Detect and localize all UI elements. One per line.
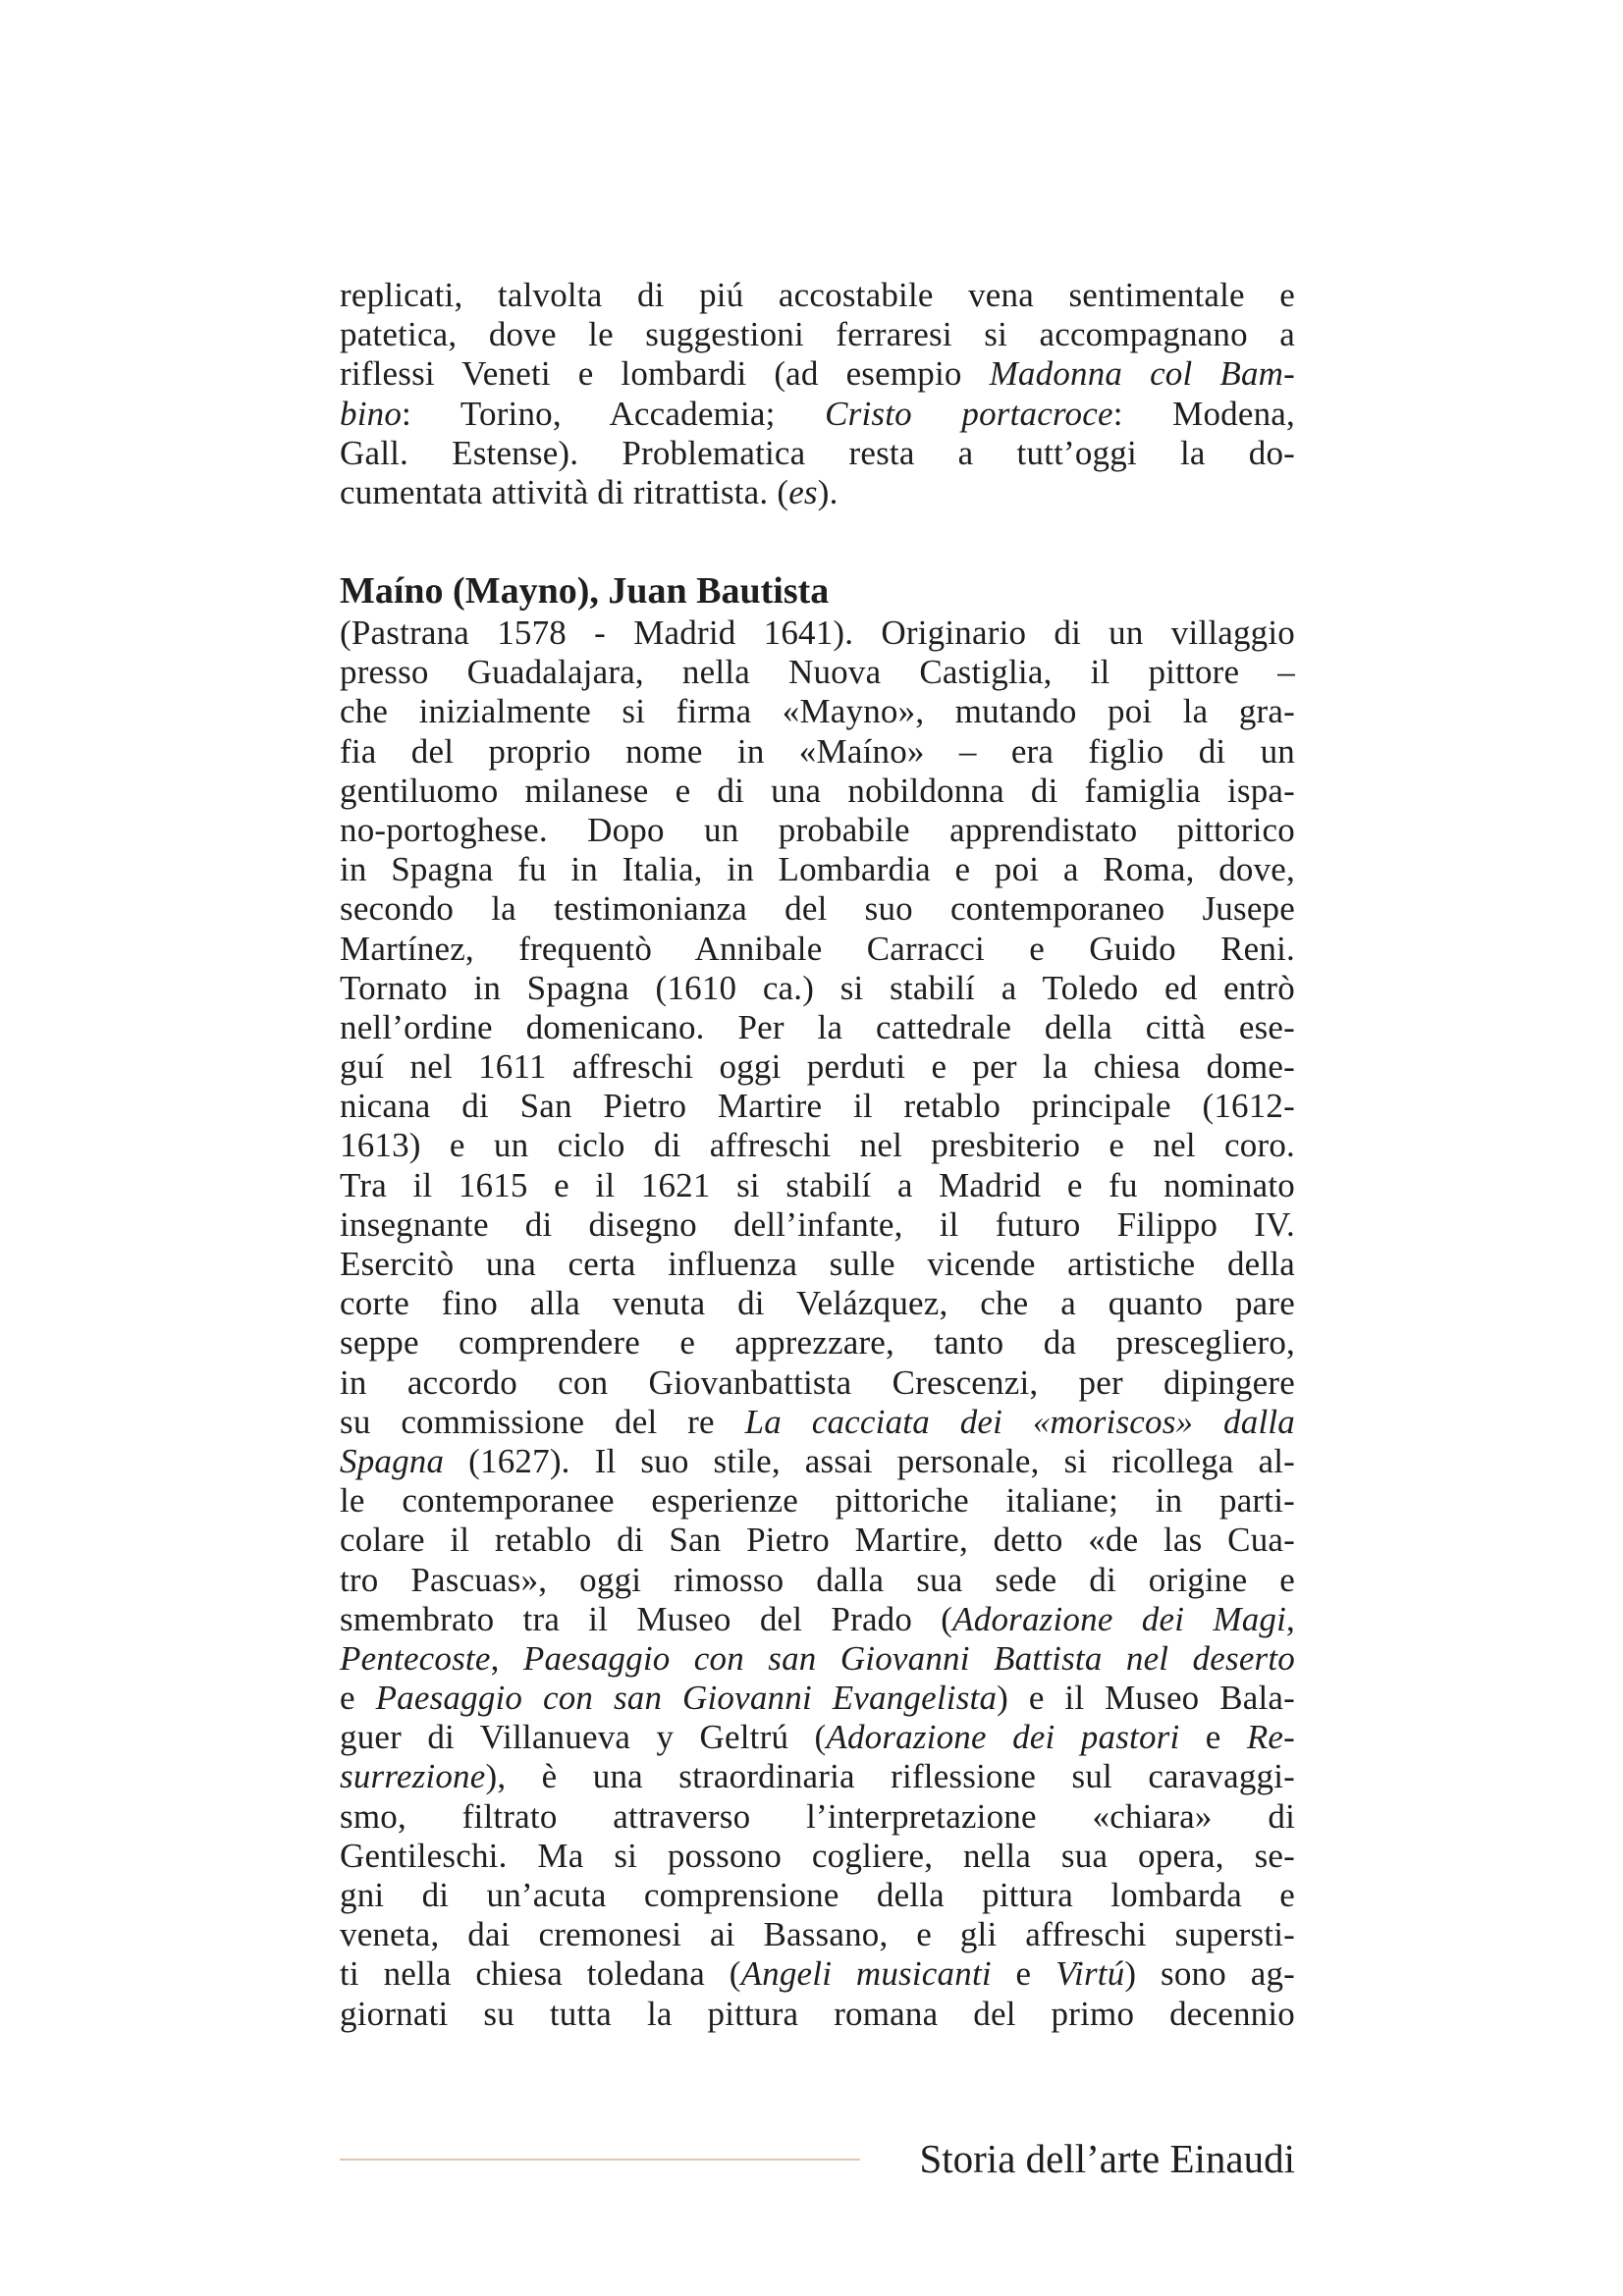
italic-title: Adorazione dei pastori — [826, 1718, 1180, 1757]
text-run: gentiluomo milanese e di una nobildonna di famiglia ispa- — [340, 771, 1295, 810]
text-line — [340, 1245, 1295, 1284]
text-run: e — [340, 1679, 376, 1718]
text-run: presso Guadalajara, nella Nuova Castiglia, il pittore – — [340, 653, 1295, 692]
italic-title: Re- — [1246, 1718, 1295, 1757]
text-run: nell’ordine domenicano. Per la cattedrale della città ese- — [340, 1007, 1295, 1046]
text-run: : Torino, Accademia; — [402, 394, 826, 433]
italic-title: Adorazione dei Magi — [952, 1599, 1287, 1638]
text-line — [340, 1876, 1295, 1915]
text-line — [340, 1126, 1295, 1165]
footer-publisher: Storia dell’arte Einaudi — [919, 2136, 1295, 2181]
text-run: Gall. Estense). Problematica resta a tutt’oggi la do- — [340, 433, 1295, 472]
text-line — [340, 1837, 1295, 1876]
text-line — [340, 1008, 1295, 1047]
text-line — [340, 1954, 1295, 1994]
text-line — [340, 1403, 1295, 1442]
text-run: 1613) e un ciclo di affreschi nel presbiterio e nel coro. — [340, 1126, 1295, 1165]
text-run: in Spagna fu in Italia, in Lombardia e poi a Roma, dove, — [340, 850, 1295, 889]
text-run: no-portoghese. Dopo un probabile apprendistato pittorico — [340, 810, 1295, 849]
italic-title: es — [788, 472, 818, 511]
text-line — [340, 1915, 1295, 1954]
text-line — [340, 1679, 1295, 1718]
text-line — [340, 1284, 1295, 1323]
text-line — [340, 692, 1295, 731]
text-run: giornati su tutta la pittura romana del primo decennio — [340, 1994, 1295, 2033]
text-run: tro Pascuas», oggi rimosso dalla sua sede di origine e — [340, 1560, 1295, 1599]
text-line — [340, 1797, 1295, 1837]
text-line — [340, 434, 1295, 473]
text-run: Tra il 1615 e il 1621 si stabilí a Madrid e fu nominato — [340, 1165, 1295, 1204]
text-run: : Modena, — [1112, 394, 1295, 433]
text-line — [340, 276, 1295, 315]
text-run: ) e il Museo Bala- — [997, 1679, 1296, 1718]
text-run: (Pastrana 1578 - Madrid 1641). Originario di un villaggio — [340, 614, 1295, 652]
text-run: nicana di San Pietro Martire il retablo principale (1612- — [340, 1087, 1295, 1126]
italic-title: Paesaggio con san Giovanni Battista nel deserto — [522, 1638, 1295, 1678]
text-line — [340, 1087, 1295, 1126]
text-run: su commissione del re — [340, 1402, 745, 1441]
text-run: le contemporanee esperienze pittoriche italiane; in parti- — [340, 1481, 1295, 1521]
text-line — [340, 1323, 1295, 1362]
text-run: ti nella chiesa toledana ( — [340, 1954, 741, 1994]
text-line — [340, 1995, 1295, 2034]
text-line — [340, 1481, 1295, 1521]
italic-title: surrezione — [340, 1757, 486, 1796]
entry-heading: Maíno (Mayno), Juan Bautista — [340, 570, 830, 612]
text-run: cumentata attività di ritrattista. ( — [340, 472, 789, 511]
text-run: , — [1286, 1599, 1295, 1638]
italic-title: Madonna col Bam- — [989, 354, 1295, 394]
text-run: colare il retablo di San Pietro Martire, detto «de las Cua- — [340, 1521, 1295, 1560]
text-line — [340, 1561, 1295, 1600]
text-run: ) sono ag- — [1124, 1954, 1296, 1994]
text-run: , — [490, 1638, 523, 1678]
text-line — [340, 1521, 1295, 1560]
text-run: ), è una straordinaria riflessione sul caravaggi- — [485, 1757, 1295, 1796]
text-run: gni di un’acuta comprensione della pittura lombarda e — [340, 1876, 1295, 1914]
text-run: smo, filtrato attraverso l’interpretazione «chiara» di — [340, 1796, 1295, 1836]
text-run: Tornato in Spagna (1610 ca.) si stabilí a Toledo ed entrò — [340, 968, 1295, 1007]
text-run: patetica, dove le suggestioni ferraresi si accompagnano a — [340, 315, 1295, 354]
text-line — [340, 395, 1295, 434]
text-run: in accordo con Giovanbattista Crescenzi, per dipingere — [340, 1362, 1295, 1402]
text-line — [340, 1639, 1295, 1679]
italic-title: bino — [340, 394, 403, 433]
italic-title: Angeli musicanti — [740, 1954, 992, 1994]
text-line — [340, 1363, 1295, 1403]
italic-title: Spagna — [340, 1441, 445, 1480]
text-run: (1627). Il suo stile, assai personale, si ricollega al- — [444, 1441, 1295, 1480]
text-line — [340, 969, 1295, 1008]
text-run: Gentileschi. Ma si possono cogliere, nella sua opera, se- — [340, 1836, 1295, 1875]
text-run: guer di Villanueva y Geltrú ( — [340, 1718, 827, 1757]
text-line — [340, 1600, 1295, 1639]
text-run: fia del proprio nome in «Maíno» – era figlio di un — [340, 731, 1295, 771]
text-line — [340, 354, 1295, 394]
text-run: replicati, talvolta di piú accostabile vena sentimentale e — [340, 276, 1295, 314]
text-run: che inizialmente si firma «Mayno», mutando poi la gra- — [340, 692, 1295, 731]
intro-paragraph — [340, 276, 1295, 512]
text-line — [340, 473, 1295, 512]
text-run: Martínez, frequentò Annibale Carracci e Guido Reni. — [340, 929, 1295, 968]
text-line — [340, 889, 1295, 929]
text-run: veneta, dai cremonesi ai Bassano, e gli affreschi supersti- — [340, 1915, 1295, 1954]
text-line — [340, 1718, 1295, 1757]
text-line — [340, 732, 1295, 772]
text-run: ). — [817, 472, 839, 511]
text-line — [340, 1442, 1295, 1481]
text-run: seppe comprendere e apprezzare, tanto da prescegliero, — [340, 1323, 1295, 1362]
italic-title: Virtú — [1055, 1954, 1125, 1994]
text-line — [340, 315, 1295, 354]
text-run: smembrato tra il Museo del Prado ( — [340, 1599, 953, 1638]
text-line — [340, 850, 1295, 889]
entry-body — [340, 614, 1295, 2034]
text-run: corte fino alla venuta di Velázquez, che a quanto pare — [340, 1284, 1295, 1323]
text-line — [340, 1166, 1295, 1205]
text-line — [340, 772, 1295, 811]
text-run: e — [1179, 1718, 1247, 1757]
text-line — [340, 653, 1295, 692]
text-run: riflessi Veneti e lombardi (ad esempio — [340, 354, 990, 394]
text-run: Esercitò una certa influenza sulle vicende artistiche della — [340, 1245, 1295, 1283]
italic-title: La cacciata dei «moriscos» dalla — [744, 1402, 1295, 1441]
text-run: guí nel 1611 affreschi oggi perduti e per la chiesa dome- — [340, 1047, 1295, 1087]
text-line — [340, 930, 1295, 969]
footer-rule — [340, 2159, 860, 2161]
text-line — [340, 1047, 1295, 1087]
text-run: secondo la testimonianza del suo contemporaneo Jusepe — [340, 889, 1295, 929]
text-run: insegnante di disegno dell’infante, il futuro Filippo IV. — [340, 1204, 1295, 1244]
text-line — [340, 1205, 1295, 1245]
italic-title: Paesaggio con san Giovanni Evangelista — [375, 1679, 998, 1718]
italic-title: Cristo portacroce — [825, 394, 1113, 433]
italic-title: Pentecoste — [340, 1638, 491, 1678]
text-run: e — [991, 1954, 1056, 1994]
text-line — [340, 614, 1295, 653]
text-line — [340, 811, 1295, 850]
text-line — [340, 1757, 1295, 1796]
